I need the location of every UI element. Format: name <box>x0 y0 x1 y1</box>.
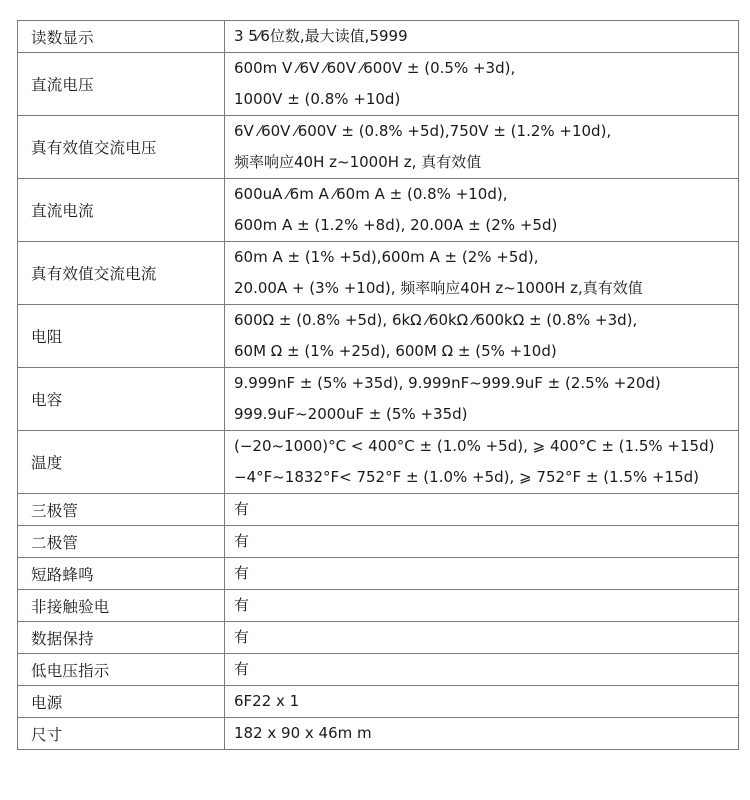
spec-value <box>225 654 739 686</box>
spec-row-low-battery <box>18 654 739 686</box>
spec-value-line: 60m A ± (1% +5d),600m A ± (2% +5d), <box>234 248 539 266</box>
spec-row-data-hold <box>18 622 739 654</box>
spec-row-transistor <box>18 494 739 526</box>
spec-value-line: 6F22 x 1 <box>234 692 300 710</box>
spec-value <box>225 116 739 179</box>
spec-value-line: 有 <box>234 532 250 550</box>
spec-value <box>225 305 739 368</box>
spec-value <box>225 494 739 526</box>
spec-value-line: 9.999nF ± (5% +35d), 9.999nF~999.9uF ± (2.5% +20d) <box>234 374 661 392</box>
spec-row-dc-current <box>18 179 739 242</box>
spec-label: 非接触验电 <box>18 590 225 622</box>
spec-row-continuity-buzzer <box>18 558 739 590</box>
spec-value <box>225 590 739 622</box>
spec-value-line: 有 <box>234 660 250 678</box>
spec-row-ncv <box>18 590 739 622</box>
spec-value <box>225 368 739 431</box>
spec-value-line: 20.00A + (3% +10d), 频率响应40H z~1000H z,真有效值 <box>234 279 643 297</box>
spec-value <box>225 622 739 654</box>
spec-row-display <box>18 21 739 53</box>
spec-value-line: 频率响应40H z~1000H z, 真有效值 <box>234 153 482 171</box>
spec-value-line: 有 <box>234 628 250 646</box>
spec-value <box>225 53 739 116</box>
spec-value-line: 600m A ± (1.2% +8d), 20.00A ± (2% +5d) <box>234 216 558 234</box>
spec-value-line: 600Ω ± (0.8% +5d), 6kΩ ⁄60kΩ ⁄600kΩ ± (0.8% +3d), <box>234 311 638 329</box>
spec-value-line: 999.9uF~2000uF ± (5% +35d) <box>234 405 468 423</box>
spec-label: 直流电流 <box>18 179 225 242</box>
spec-label: 温度 <box>18 431 225 494</box>
spec-label: 电阻 <box>18 305 225 368</box>
spec-value-line: 600m V ⁄6V ⁄60V ⁄600V ± (0.5% +3d), <box>234 59 516 77</box>
spec-value-line: 3 5⁄6位数,最大读值,5999 <box>234 27 408 45</box>
spec-row-dimensions <box>18 718 739 750</box>
spec-label: 短路蜂鸣 <box>18 558 225 590</box>
spec-label: 三极管 <box>18 494 225 526</box>
spec-value-line: 1000V ± (0.8% +10d) <box>234 90 401 108</box>
spec-row-ac-current <box>18 242 739 305</box>
spec-value <box>225 558 739 590</box>
spec-label: 尺寸 <box>18 718 225 750</box>
spec-row-dc-voltage <box>18 53 739 116</box>
spec-value-line: 有 <box>234 564 250 582</box>
spec-value-line: 182 x 90 x 46m m <box>234 724 372 742</box>
spec-value <box>225 718 739 750</box>
spec-value <box>225 526 739 558</box>
spec-row-power <box>18 686 739 718</box>
spec-value <box>225 179 739 242</box>
spec-row-ac-voltage <box>18 116 739 179</box>
spec-label: 二极管 <box>18 526 225 558</box>
spec-label: 电源 <box>18 686 225 718</box>
spec-label: 真有效值交流电压 <box>18 116 225 179</box>
spec-row-capacitance <box>18 368 739 431</box>
spec-value <box>225 242 739 305</box>
spec-label: 真有效值交流电流 <box>18 242 225 305</box>
spec-value <box>225 431 739 494</box>
spec-value-line: 600uA ⁄6m A ⁄60m A ± (0.8% +10d), <box>234 185 508 203</box>
spec-value-line: (−20~1000)°C < 400°C ± (1.0% +5d), ⩾ 400°C ± (1.5% +15d) <box>234 437 715 455</box>
spec-value-line: −4°F~1832°F< 752°F ± (1.0% +5d), ⩾ 752°F ± (1.5% +15d) <box>234 468 700 486</box>
spec-label: 读数显示 <box>18 21 225 53</box>
spec-value-line: 60M Ω ± (1% +25d), 600M Ω ± (5% +10d) <box>234 342 557 360</box>
spec-value-line: 6V ⁄60V ⁄600V ± (0.8% +5d),750V ± (1.2% +10d), <box>234 122 612 140</box>
spec-value <box>225 686 739 718</box>
spec-row-temperature <box>18 431 739 494</box>
spec-row-diode <box>18 526 739 558</box>
spec-label: 电容 <box>18 368 225 431</box>
spec-value-line: 有 <box>234 596 250 614</box>
spec-label: 低电压指示 <box>18 654 225 686</box>
spec-value <box>225 21 739 53</box>
spec-value-line: 有 <box>234 500 250 518</box>
spec-table <box>17 20 739 750</box>
spec-label: 数据保持 <box>18 622 225 654</box>
spec-label: 直流电压 <box>18 53 225 116</box>
spec-row-resistance <box>18 305 739 368</box>
